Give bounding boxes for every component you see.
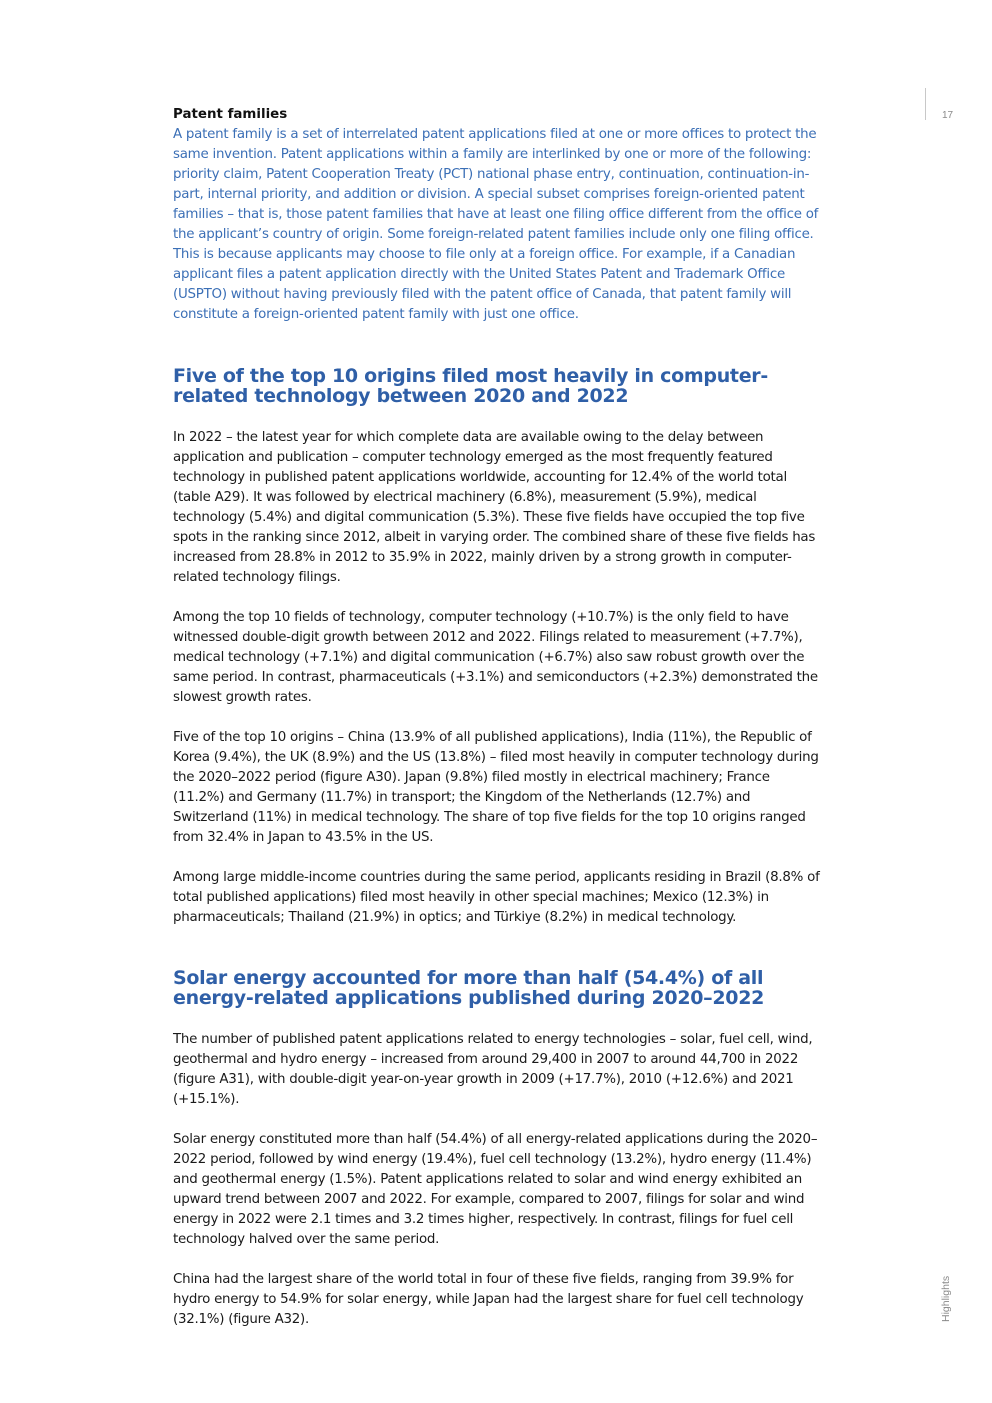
paragraph: Five of the top 10 origins – China (13.9% of all published applications), India (11%), the Republic of Korea (9.4%), the UK (8.9%) and the US (13.8%) – filed most heavily in computer technology during the 2020–2022 period (figure A30). Japan (9.8%) filed mostly in electrical machinery; France (11.2%) and Germany (11.7%) in transport; the Kingdom of the Netherlands (12.7%) and Switzerland (11%) in medical technology. The share of top five fields for the top 10 origins ranged from 32.4% in Japan to 43.5% in the US. — [173, 730, 819, 845]
paragraph: The number of published patent applications related to energy technologies – solar, fuel cell, wind, geothermal and hydro energy – increased from around 29,400 in 2007 to around 44,700 in 2022 (figure A31), with double-digit year-on-year growth in 2009 (+17.7%), 2010 (+12.6%) and 2021 (+15.1%). — [173, 1032, 813, 1107]
paragraph: China had the largest share of the world total in four of these five fields, ranging from 39.9% for hydro energy to 54.9% for solar energy, while Japan had the largest share for fuel cell technology (32.1%) (figure A32). — [173, 1272, 804, 1327]
patent-families-box — [173, 105, 823, 325]
section-label: Highlights — [940, 1275, 952, 1322]
box-text: A patent family is a set of interrelated patent applications filed at one or more offices to protect the same invention. Patent applications within a family are interlinked by one or more of the following: priority claim, Patent Cooperation Treaty (PCT) national phase entry, continuation, continuation-in-part, internal priority, and addition or division. A special subset comprises foreign-oriented patent families – that is, those patent families that have at least one filing office different from the office of the applicant’s country of origin. Some foreign-related patent families include only one filing office. This is because applicants may choose to file only at a foreign office. For example, if a Canadian applicant files a patent application directly with the United States Patent and Trademark Office (USPTO) without having previously filed with the patent office of Canada, that patent family will constitute a foreign-oriented patent family with just one office. — [173, 127, 819, 322]
box-title: Patent families — [173, 107, 288, 122]
page-number-rule — [925, 88, 926, 120]
paragraph: Solar energy constituted more than half (54.4%) of all energy-related applications during the 2020–2022 period, followed by wind energy (19.4%), fuel cell technology (13.2%), hydro energy (11.4%) and geothermal energy (1.5%). Patent applications related to solar and wind energy exhibited an upward trend between 2007 and 2022. For example, compared to 2007, filings for solar and wind energy in 2022 were 2.1 times and 3.2 times higher, respectively. In contrast, filings for fuel cell technology halved over the same period. — [173, 1132, 818, 1247]
paragraph: Among the top 10 fields of technology, computer technology (+10.7%) is the only field to have witnessed double-digit growth between 2012 and 2022. Filings related to measurement (+7.7%), medical technology (+7.1%) and digital communication (+6.7%) also saw robust growth over the same period. In contrast, pharmaceuticals (+3.1%) and semiconductors (+2.3%) demonstrated the slowest growth rates. — [173, 610, 818, 705]
paragraph: Among large middle-income countries during the same period, applicants residing in Brazil (8.8% of total published applications) filed most heavily in other special machines; Mexico (12.3%) in pharmaceuticals; Thailand (21.9%) in optics; and Türkiye (8.2%) in medical technology. — [173, 870, 820, 925]
paragraph: In 2022 – the latest year for which complete data are available owing to the delay between application and publication – computer technology emerged as the most frequently featured technology in published patent applications worldwide, accounting for 12.4% of the world total (table A29). It was followed by electrical machinery (6.8%), measurement (5.9%), medical technology (5.4%) and digital communication (5.3%). These five fields have occupied the top five spots in the ranking since 2012, albeit in varying order. The combined share of these five fields has increased from 28.8% in 2012 to 35.9% in 2022, mainly driven by a strong growth in computer-related technology filings. — [173, 430, 816, 585]
page-number: 17 — [942, 110, 954, 121]
page-content — [173, 105, 823, 1330]
section-heading-solar-energy: Solar energy accounted for more than half (54.4%) of all energy-related applications published during 2020–2022 — [173, 967, 765, 1009]
section-heading-computer-technology: Five of the top 10 origins filed most heavily in computer-related technology between 2020 and 2022 — [173, 365, 768, 407]
